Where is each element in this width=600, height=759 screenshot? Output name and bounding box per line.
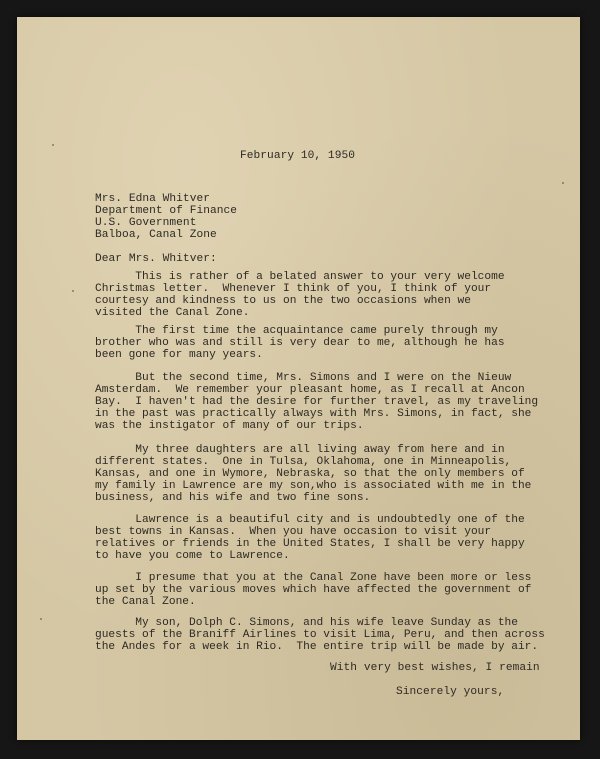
paragraph-line: Kansas, and one in Wymore, Nebraska, so that the only members of xyxy=(95,468,525,480)
paragraph-line: was the instigator of many of our trips. xyxy=(95,420,364,432)
paragraph-line: been gone for many years. xyxy=(95,349,263,361)
sign-off: Sincerely yours, xyxy=(396,686,505,698)
recipient-line: Department of Finance xyxy=(95,205,238,217)
paragraph-line: brother who was and still is very dear to me, although he has xyxy=(95,337,505,349)
paper-speck xyxy=(562,182,564,184)
letter-paragraph xyxy=(95,325,525,361)
paragraph-line: The first time the acquaintance came purely through my xyxy=(95,325,498,337)
paragraph-line: My three daughters are all living away from here and in xyxy=(95,444,505,456)
paragraph-line: Christmas letter. Whenever I think of you, I think of your xyxy=(95,283,492,295)
recipient-line: Mrs. Edna Whitver xyxy=(95,193,210,205)
salutation: Dear Mrs. Whitver: xyxy=(95,253,217,265)
paper-speck xyxy=(72,290,74,292)
paper-speck xyxy=(40,618,42,620)
paragraph-line: in the past was practically always with Mrs. Simons, in fact, she xyxy=(95,408,532,420)
paragraph-line: business, and his wife and two fine sons. xyxy=(95,492,371,504)
paragraph-line: best towns in Kansas. When you have occasion to visit your xyxy=(95,526,492,538)
paragraph-line: relatives or friends in the United States, I shall be very happy xyxy=(95,538,525,550)
paragraph-line: the Canal Zone. xyxy=(95,596,196,608)
letter-paragraph xyxy=(95,514,525,562)
paragraph-line: Amsterdam. We remember your pleasant home, as I recall at Ancon xyxy=(95,384,525,396)
letter-paragraph xyxy=(95,271,525,319)
letter-paragraph xyxy=(95,572,532,608)
letter-paragraph xyxy=(95,617,545,653)
paragraph-line: to have you come to Lawrence. xyxy=(95,550,290,562)
paragraph-line: visited the Canal Zone. xyxy=(95,307,250,319)
paragraph-line: But the second time, Mrs. Simons and I were on the Nieuw xyxy=(95,372,512,384)
paragraph-line: the Andes for a week in Rio. The entire trip will be made by air. xyxy=(95,641,539,653)
paragraph-line: my family in Lawrence are my son,who is associated with me in the xyxy=(95,480,532,492)
paragraph-line: This is rather of a belated answer to your very welcome xyxy=(95,271,505,283)
paragraph-line: different states. One in Tulsa, Oklahoma, one in Minneapolis, xyxy=(95,456,512,468)
recipient-line: U.S. Government xyxy=(95,217,197,229)
paper-speck xyxy=(52,144,54,146)
paragraph-line: I presume that you at the Canal Zone have been more or less xyxy=(95,572,532,584)
letter-date: February 10, 1950 xyxy=(240,150,355,162)
paragraph-line: up set by the various moves which have affected the government of xyxy=(95,584,532,596)
recipient-line: Balboa, Canal Zone xyxy=(95,229,217,241)
paragraph-line: My son, Dolph C. Simons, and his wife leave Sunday as the xyxy=(95,617,518,629)
letter-paragraph xyxy=(95,372,539,432)
letter-paragraph xyxy=(95,444,532,504)
closing-line: With very best wishes, I remain xyxy=(330,662,540,674)
paragraph-line: guests of the Braniff Airlines to visit Lima, Peru, and then across xyxy=(95,629,545,641)
paragraph-line: Lawrence is a beautiful city and is undoubtedly one of the xyxy=(95,514,525,526)
paragraph-line: Bay. I haven't had the desire for further travel, as my traveling xyxy=(95,396,539,408)
paragraph-line: courtesy and kindness to us on the two occasions when we xyxy=(95,295,471,307)
